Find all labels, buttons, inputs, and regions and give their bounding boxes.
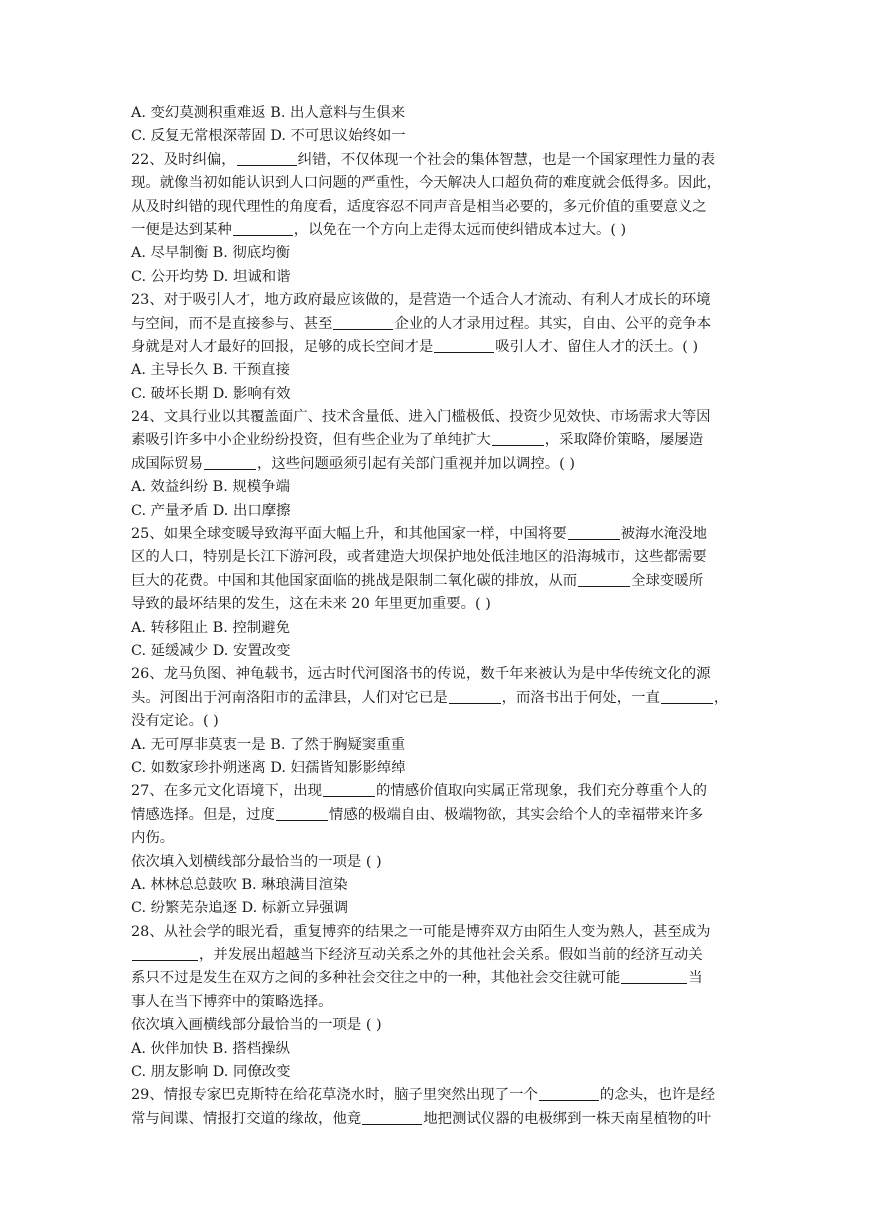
question-27-line [131,804,743,827]
question-22-line [131,219,743,242]
question-26-line: 26、龙马负图、神龟载书，远古时代河图洛书的传说，数千年来被认为是中华传统文化的源 [131,666,711,683]
text-segment: 纠错，不仅体现一个社会的集体智慧，也是一个国家理性力量的表 [297,151,715,168]
question-29-line [131,1084,743,1107]
question-25-line [131,523,743,546]
text-segment: 头。河图出于河南洛阳市的孟津县，人们对它已是 [131,689,448,706]
option-line: A. 效益纠纷 B. 规模争端 [131,479,290,496]
question-24-line [131,429,743,452]
option-line: C. 产量矛盾 D. 出口摩擦 [131,502,291,519]
fill-blank [276,805,328,821]
option-line: A. 伙伴加快 B. 搭档操纵 [131,1040,290,1057]
text-segment: ，以免在一个方向上走得太远而使纠错成本过大。( ) [293,221,627,238]
text-segment: 吸引人才、留住人才的沃土。( ) [495,338,699,355]
text-segment: ，而洛书出于何处，一直 [501,689,660,706]
fill-blank [578,571,630,587]
text-segment: 情感的极端自由、极端物欲，其实会给个人的幸福带来许多 [328,806,704,823]
text-segment: 一便是达到某种 [131,221,232,238]
text-segment: 常与间谍、情报打交道的缘故，他竟 [131,1110,362,1127]
fill-blank [621,968,687,984]
option-line: C. 如数家珍扑朔迷离 D. 妇孺皆知影影绰绰 [131,759,406,776]
text-segment: ，并发展出超越当下经济互动关系之外的其他社会关系。假如当前的经济互动关 [199,947,703,964]
question-25-line: 导致的最坏结果的发生，这在未来 20 年里更加重要。( ) [131,596,491,613]
question-23-line: 23、对于吸引人才，地方政府最应该做的，是营造一个适合人才流动、有利人才成长的环境 [131,292,711,309]
text-segment: 29、情报专家巴克斯特在给花草浇水时，脑子里突然出现了一个 [131,1087,538,1104]
fill-blank [323,781,375,797]
text-segment: 企业的人才录用过程。其实，自由、公平的竞争本 [394,315,712,332]
option-line: C. 破坏长期 D. 影响有效 [131,385,291,402]
option-line: C. 公开均势 D. 坦诚和谐 [131,268,291,285]
question-28-line: 事人在当下博弈中的策略选择。 [131,993,333,1010]
option-line: A. 主导长久 B. 干预直接 [131,362,290,379]
option-line: A. 转移阻止 B. 控制避免 [131,619,290,636]
text-segment: ，这些问题亟须引起有关部门重视并加以调控。( ) [256,455,575,472]
text-segment: 与空间，而不是直接参与、甚至 [131,315,333,332]
text-segment: 成国际贸易 [131,455,203,472]
fill-blank [449,688,501,704]
option-line: A. 无可厚非莫衷一是 B. 了然于胸疑窦重重 [131,736,406,753]
question-28-line [131,967,743,990]
option-line: A. 尽早制衡 B. 彻底均衡 [131,245,290,262]
text-segment: 27、在多元文化语境下，出现 [131,783,322,800]
question-28-line: 28、从社会学的眼光看，重复博弈的结果之一可能是博弈双方由陌生人变为熟人，甚至成为 [131,923,711,940]
option-line: C. 延缓减少 D. 安置改变 [131,642,291,659]
question-23-line [131,336,743,359]
question-22-line: 现。就像当初如能认识到人口问题的严重性，今天解决人口超负荷的难度就会低得多。因此， [131,175,722,192]
fill-blank [492,430,544,446]
fill-blank [237,150,297,166]
question-27-line: 内伤。 [131,830,175,847]
text-segment: ， [713,689,729,706]
text-segment: 22、及时纠偏， [131,151,236,168]
question-22-line: 从及时纠错的现代理性的角度看，适度容忍不同声音是相当必要的，多元价值的重要意义之 [131,198,707,215]
text-segment: 身就是对人才最好的回报，足够的成长空间才是 [131,338,434,355]
option-line: C. 纷繁芜杂追逐 D. 标新立异强调 [131,900,349,917]
question-28-line [131,944,743,967]
text-segment: 素吸引许多中小企业纷纷投资，但有些企业为了单纯扩大 [131,432,491,449]
fill-blank [132,945,198,961]
fill-blank [233,220,293,236]
question-25-line [131,570,743,593]
fill-blank [539,1085,599,1101]
fill-blank [661,688,713,704]
option-line: C. 朋友影响 D. 同僚改变 [131,1064,291,1081]
question-26-line [131,687,743,710]
fill-blank [333,314,393,330]
question-22-line [131,149,743,172]
text-segment: 巨大的花费。中国和其他国家面临的挑战是限制二氧化碳的排放，从而 [131,572,578,589]
text-segment: 的情感价值取向实属正常现象，我们充分尊重个人的 [376,783,707,800]
question-29-line [131,1108,743,1131]
option-line: A. 林林总总鼓吹 B. 琳琅满目渲染 [131,876,348,893]
text-segment: 25、如果全球变暖导致海平面大幅上升，和其他国家一样，中国将要 [131,526,567,543]
text-segment: 被海水淹没地 [620,526,708,543]
question-24-line: 24、文具行业以其覆盖面广、技术含量低、进入门槛极低、投资少见效快、市场需求大等因 [131,409,711,426]
question-23-line [131,313,743,336]
text-segment: 系只不过是发生在双方之间的多种社会交往之中的一种，其他社会交往就可能 [131,970,621,987]
instruction-line: 依次填入画横线部分最恰当的一项是 ( ) [131,1017,382,1034]
text-segment: 地把测试仪器的电极绑到一株天南星植物的叶 [423,1110,712,1127]
fill-blank [204,454,256,470]
question-25-line: 区的人口，特别是长江下游河段，或者建造大坝保护地处低洼地区的沿海城市，这些都需要 [131,549,707,566]
text-segment: ，采取降价策略，屡屡造 [544,432,704,449]
question-24-line [131,453,743,476]
question-27-line [131,780,743,803]
text-segment: 当 [688,970,703,987]
text-segment: 全球变暖所 [631,572,704,589]
question-26-line: 没有定论。( ) [131,713,219,730]
fill-blank [362,1109,422,1125]
instruction-line: 依次填入划横线部分最恰当的一项是 ( ) [131,853,382,870]
text-segment: 的念头，也许是经 [599,1087,716,1104]
fill-blank [568,524,620,540]
exam-text [131,102,743,1131]
text-segment: 情感选择。但是，过度 [131,806,275,823]
fill-blank [434,337,494,353]
option-line: A. 变幻莫测积重难返 B. 出人意料与生俱来 [131,105,406,121]
option-line: C. 反复无常根深蒂固 D. 不可思议始终如一 [131,128,406,145]
